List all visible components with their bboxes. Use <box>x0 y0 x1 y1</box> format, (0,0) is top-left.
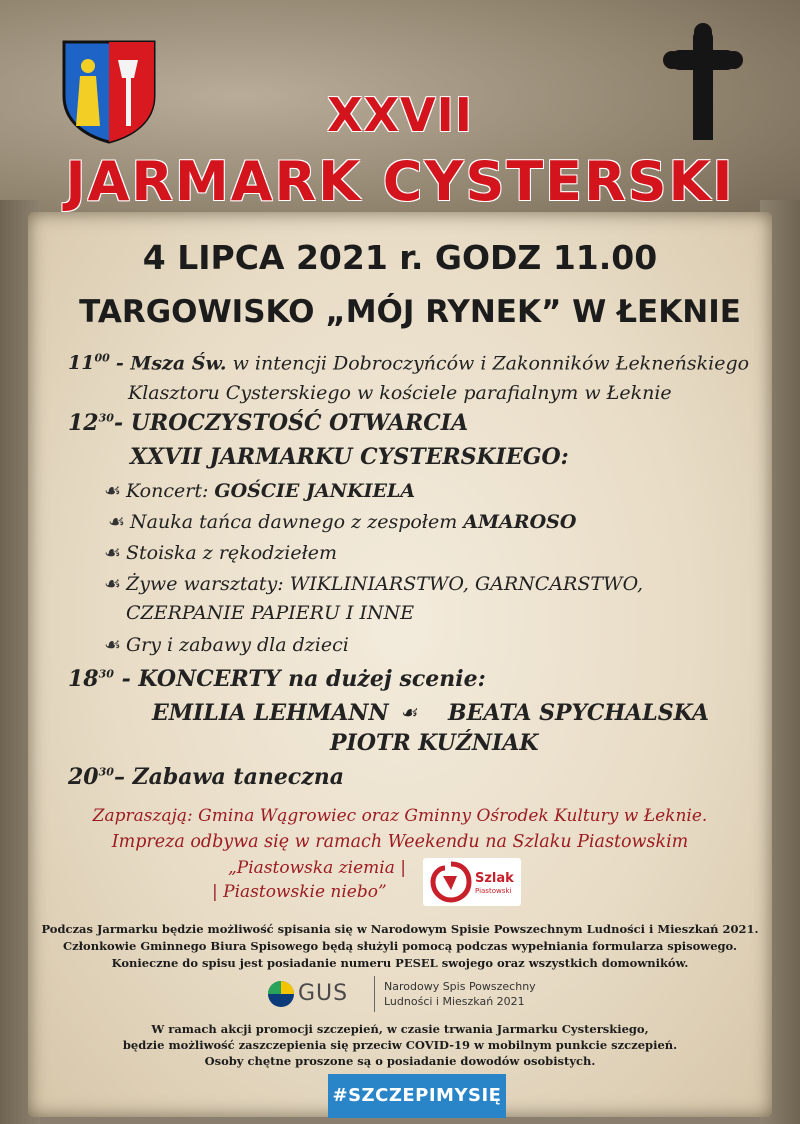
ornament-icon: ☙ <box>104 542 122 564</box>
list-item: ☙ Stoiska z rękodziełem <box>104 542 338 564</box>
event-title: JARMARK CYSTERSKI <box>65 150 735 213</box>
performer: BEATA SPYCHALSKA <box>448 700 709 726</box>
program-opening: $12^{30}-$ UROCZYSTOŚĆ OTWARCIA <box>68 410 469 436</box>
szlak-icon <box>429 860 473 904</box>
census-line: Konieczne do spisu jest posiadanie numeru PESEL swojego oraz wszystkich domowników. <box>111 956 689 970</box>
list-item: ☙ Żywe warsztaty: WIKLINIARSTWO, GARNCARSTWO, <box>104 573 644 595</box>
event-venue: TARGOWISKO „MÓJ RYNEK” W ŁEKNIE <box>79 294 741 330</box>
performer: PIOTR KUŹNIAK <box>330 730 539 756</box>
program-dance: $20^{30}-$ Zabawa taneczna <box>68 764 344 790</box>
list-item-cont: CZERPANIE PAPIERU I INNE <box>126 602 415 624</box>
list-item: ☙ Nauka tańca dawnego z zespołem AMAROSO <box>108 511 577 533</box>
edition-title: XXVII <box>327 88 473 142</box>
slogan-line: „Piastowska ziemia | <box>228 858 407 878</box>
census-line: Podczas Jarmarku będzie możliwość spisania się w Narodowym Spisie Powszechnym Ludności i Mieszkań 2021. <box>41 922 759 936</box>
ornament-icon: ☙ <box>104 634 122 656</box>
szczepimy-sie-badge: #SZCZEPIMYSIĘ <box>328 1074 506 1118</box>
vaccine-line: W ramach akcji promocji szczepień, w czasie trwania Jarmarku Cysterskiego, <box>151 1022 649 1036</box>
ornament-icon: ☙ <box>108 511 126 533</box>
program-mass-cont: Klasztoru Cysterskiego w kościele parafialnym w Łeknie <box>128 382 672 404</box>
ornament-icon: ☙ <box>104 480 122 502</box>
slogan-line: | Piastowskie niebo” <box>212 882 387 902</box>
census-line: Członkowie Gminnego Biura Spisowego będą służyli pomocą podczas wypełniania formularza spisowego. <box>62 939 738 953</box>
gus-logo: GUS Narodowy Spis Powszechny Ludności i Mieszkań 2021 <box>266 972 546 1016</box>
program-opening-cont: XXVII JARMARKU CYSTERSKIEGO: <box>130 444 569 470</box>
gus-icon <box>266 976 296 1012</box>
vaccine-line: będzie możliwość zaszczepienia się przeciw COVID-19 w mobilnym punkcie szczepień. <box>122 1038 678 1052</box>
szlak-piastowski-logo: Szlak Piastowski <box>423 858 521 906</box>
program-concerts: $18^{30}$ - KONCERTY na dużej scenie: <box>68 666 486 692</box>
vaccine-line: Osoby chętne proszone są o posiadanie dowodów osobistych. <box>204 1054 596 1068</box>
list-item: ☙ Gry i zabawy dla dzieci <box>104 634 349 656</box>
weekend-line: Impreza odbywa się w ramach Weekendu na Szlaku Piastowskim <box>111 832 689 852</box>
list-item: ☙ Koncert: GOŚCIE JANKIELA <box>104 480 416 502</box>
performer: EMILIA LEHMANN <box>152 700 389 726</box>
invite-line: Zapraszają: Gmina Wągrowiec oraz Gminny Ośrodek Kultury w Łeknie. <box>92 806 708 826</box>
ornament-icon: ☙ <box>400 702 418 724</box>
program-mass: $11^{00}$ - Msza Św. w intencji Dobroczyńców i Zakonników Łekneńskiego <box>68 352 750 375</box>
ornament-icon: ☙ <box>104 573 122 595</box>
event-date: 4 LIPCA 2021 r. GODZ 11.00 <box>142 238 658 277</box>
